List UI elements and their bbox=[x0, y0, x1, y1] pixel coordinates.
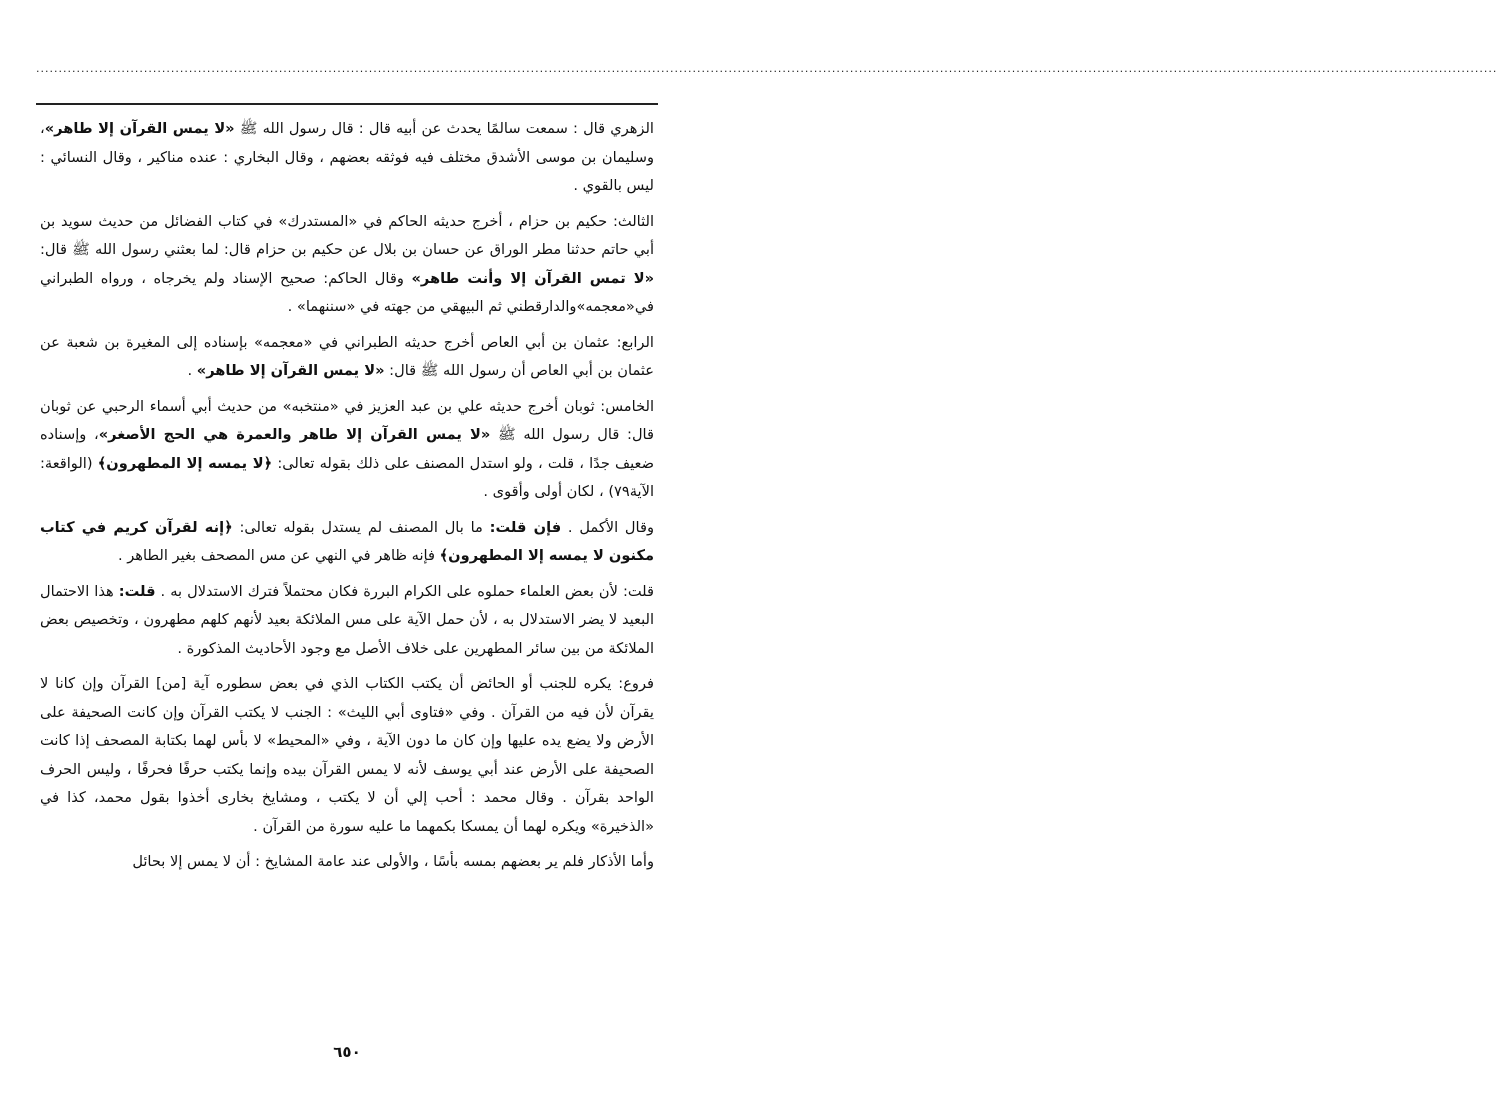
text-segment: الثالث: حكيم بن حزام ، أخرج حديثه الحاكم في «المستدرك» في كتاب الفضائل من حديث سويد بن أبي حاتم حدثنا مطر الوراق عن حسان بن بلال عن حكيم بن حزام قال: لما بعثني رسول الله ﷺ قال: bbox=[40, 212, 654, 258]
paragraph-khamis bbox=[40, 393, 654, 507]
bold-text-segment: ﴿إنه لقرآن كريم في كتاب مكنون لا يمسه إلا المطهرون﴾ bbox=[40, 518, 654, 564]
text-segment: فإنه ظاهر في النهي عن مس المصحف بغير الطاهر . bbox=[117, 547, 440, 564]
bold-text-segment: قلت: bbox=[118, 582, 156, 600]
paragraph-qultu bbox=[40, 578, 654, 664]
paragraph-zuhri bbox=[40, 115, 654, 201]
text-segment: . bbox=[187, 362, 197, 379]
page-number: ٦٥٠ bbox=[333, 1043, 361, 1061]
bold-text-segment: ﴿لا يمسه إلا المطهرون﴾ bbox=[97, 454, 273, 472]
text-segment: وأما الأذكار فلم ير بعضهم بمسه بأسًا ، والأولى عند عامة المشايخ : أن لا يمس إلا بحائل bbox=[132, 853, 654, 870]
text-segment: هذا الاحتمال البعيد لا يضر الاستدلال به ، لأن حمل الآية على مس الملائكة بعيد لأنهم كلهم مطهرون ، وتخصيص بعض الملائكة من بين سائر المطهرين على خلاف الأصل مع وجود الأحاديث المذكورة . bbox=[40, 582, 654, 657]
text-segment: الزهري قال : سمعت سالمًا يحدث عن أبيه قال : قال رسول الله ﷺ bbox=[234, 120, 654, 137]
bold-text-segment: «لا تمس القرآن إلا وأنت طاهر» bbox=[411, 269, 654, 287]
bold-text-segment: «لا يمس القرآن إلا طاهر» bbox=[44, 120, 235, 137]
text-segment: الرابع: عثمان بن أبي العاص أخرج حديثه الطبراني في «معجمه» بإسناده إلى المغيرة بن شعبة عن عثمان بن أبي العاص أن رسول الله ﷺ قال: bbox=[40, 333, 654, 379]
text-segment: ، وإسناده ضعيف جدًا ، قلت ، ولو استدل المصنف على ذلك بقوله تعالى: bbox=[40, 426, 654, 472]
paragraph-adhkar bbox=[40, 848, 654, 877]
paragraph-rabi bbox=[40, 329, 654, 386]
text-segment: الخامس: ثوبان أخرج حديثه علي بن عبد العزيز في «منتخبه» من حديث أبي أسماء الرحبي عن ثوبان قال: قال رسول الله ﷺ bbox=[40, 397, 654, 443]
text-segment: وقال الحاكم: صحيح الإسناد ولم يخرجاه ، ورواه الطبراني في«معجمه»والدارقطني ثم البيهقي من جهته في «سننهما» . bbox=[40, 269, 654, 315]
page-body bbox=[40, 115, 654, 1027]
bold-text-segment: فإن قلت: bbox=[489, 518, 562, 536]
footnote-separator-rule bbox=[36, 103, 658, 105]
paragraph-akmal bbox=[40, 514, 654, 571]
text-segment: ، وسليمان بن موسى الأشدق مختلف فيه فوثقه بعضهم ، وقال البخاري : عنده مناكير ، وقال النسائي : ليس بالقوي . bbox=[40, 120, 654, 194]
text-segment: قلت: لأن بعض العلماء حملوه على الكرام البررة فكان محتملاً فترك الاستدلال به . bbox=[155, 582, 654, 600]
bold-text-segment: «لا يمس القرآن إلا طاهر والعمرة هي الحج الأصغر» bbox=[98, 426, 491, 443]
paragraph-thalith bbox=[40, 208, 654, 322]
text-segment: ما بال المصنف لم يستدل بقوله تعالى: bbox=[232, 518, 490, 536]
text-segment: (الواقعة: الآية٧٩) ، لكان أولى وأقوى . bbox=[40, 454, 654, 500]
text-segment: وقال الأكمل . bbox=[561, 518, 655, 536]
header-dotted-line: ..................................................................................................................................................................................................................................................................................................................................... bbox=[36, 62, 1497, 75]
text-segment: فروع: يكره للجنب أو الحائض أن يكتب الكتاب الذي في بعض سطوره آية [من] القرآن وإن كانا لا يقرآن لأن فيه من القرآن . وفي «فتاوى أبي الليث» : الجنب لا يكتب القرآن وإن كانت الصحيفة على الأرض ولا يضع يده عليها وإن كان ما دون الآية ، وفي «المحيط» لا بأس لهما بكتابة المصحف إذا كانت الصحيفة على الأرض عند أبي يوسف لأنه لا يمس القرآن بيده وإنما يكتب حرفًا فحرفًا ، وليس الحرف الواحد بقرآن . وقال محمد : أحب إلي أن لا يكتب ، ومشايخ بخارى أخذوا بقول محمد، كذا في «الذخيرة» ويكره لهما أن يمسكا بكمهما ما عليه سورة من القرآن . bbox=[40, 675, 654, 835]
bold-text-segment: «لا يمس القرآن إلا طاهر» bbox=[196, 362, 385, 379]
paragraph-furu bbox=[40, 670, 654, 841]
